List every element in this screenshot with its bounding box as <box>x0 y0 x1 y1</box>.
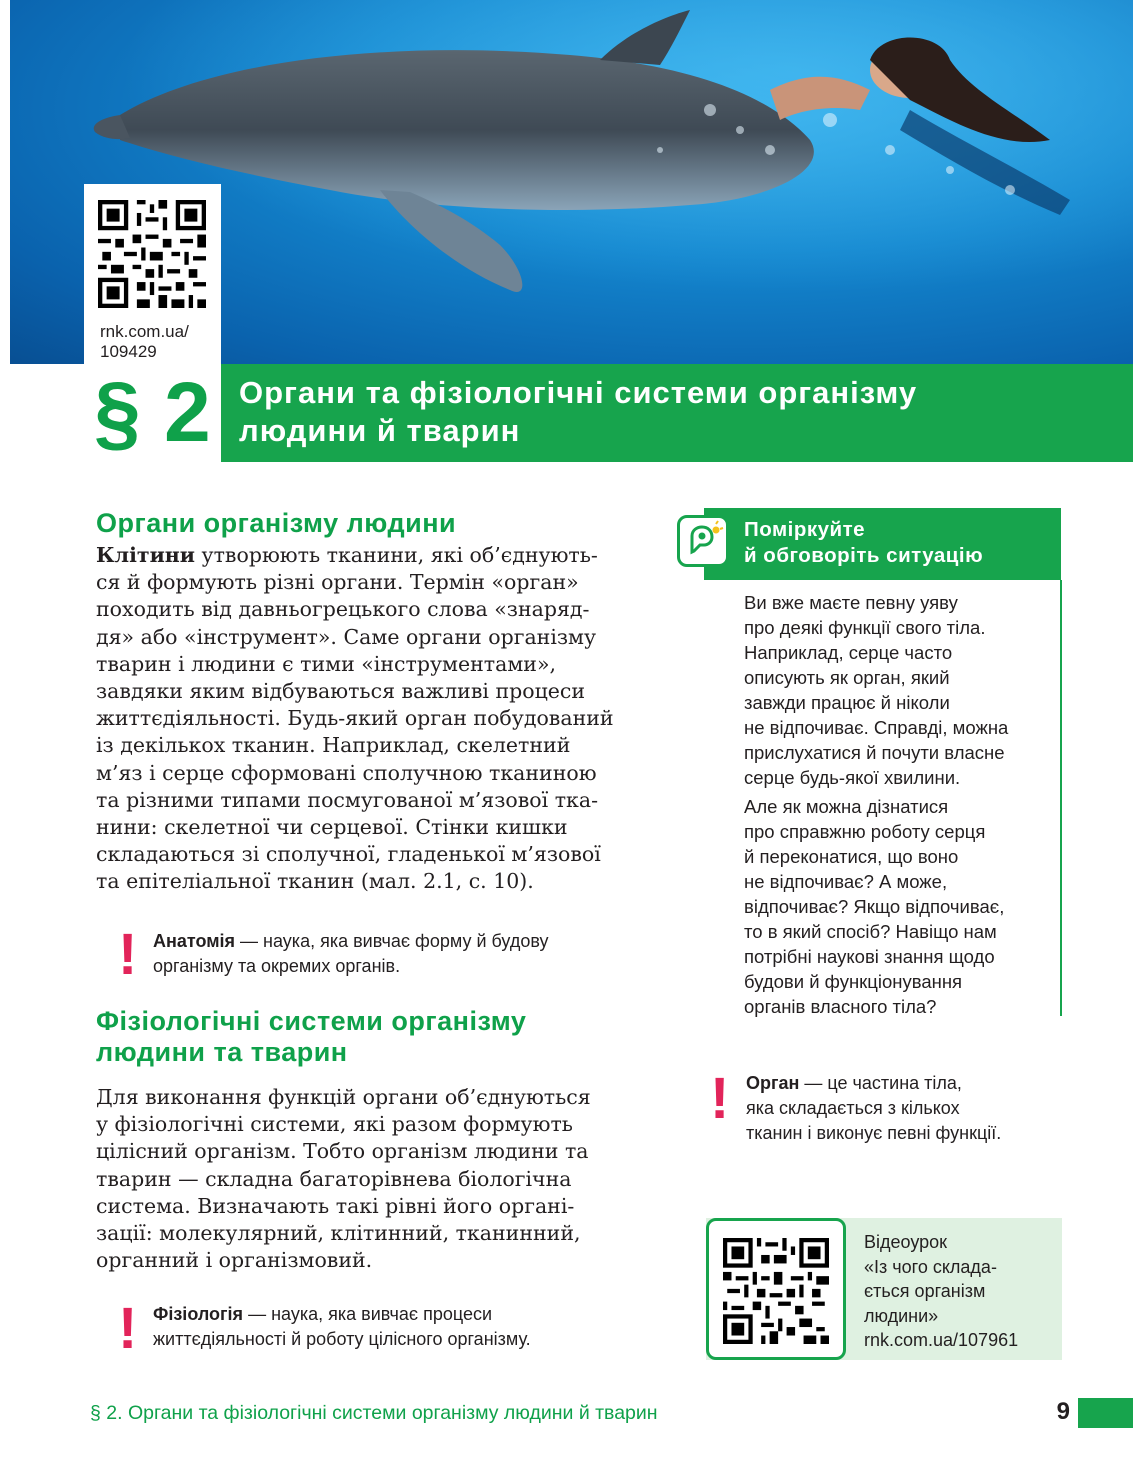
definition-anatomy: Анатомія — наука, яка вивчає форму й будову організму та окремих органів. <box>153 931 549 976</box>
exclamation-icon: ! <box>118 1296 138 1361</box>
heading-physiological-systems: Фізіологічні системи організму людини та тварин <box>96 1006 527 1067</box>
discussion-box-border <box>1060 580 1062 1016</box>
section-title-bar <box>221 364 1133 462</box>
running-footer: § 2. Органи та фізіологічні системи організму людини й тварин <box>90 1402 658 1424</box>
page-number: 9 <box>1056 1398 1070 1425</box>
exclamation-icon: ! <box>710 1066 730 1131</box>
body-paragraph-systems: Для виконання функцій органи об’єднуються у фізіологічні системи, які разом формують цілісний організм. Тобто організм людини та тварин — складна багаторівнева біологічна система. Визначають такі рівні його органі- зації: молекулярний, клітинний, тканинний, органний і організмовий. <box>96 1085 591 1273</box>
definition-physiology: Фізіологія — наука, яка вивчає процеси життєдіяльності й роботу цілісного організму. <box>153 1304 531 1349</box>
qr-panel <box>84 184 221 366</box>
section-title: Органи та фізіологічні системи організму людини й тварин <box>239 375 918 448</box>
video-link[interactable]: rnk.com.ua/107961 <box>864 1330 1019 1350</box>
discussion-box-title: Поміркуйте й обговоріть ситуацію <box>744 518 984 567</box>
page-tab <box>1078 1398 1133 1428</box>
discussion-icon <box>677 515 729 567</box>
body-paragraph-organs: Клітини утворюють тканини, які об’єднують- ся й формують різні органи. Термін «орган» походить від давньогрецького слова «знаряд- дя» або «інструмент». Саме органи організму тварин і людини є тими «інструментами», завдяки яким відбуваються важливі процеси життєдіяльності. Будь-який орган побудований із декількох тканин. Наприклад, скелетний м’яз і серце сформовані сполучною тканиною та різними типами посмугованої м’язової тка- нини: скелетної чи серцевої. Стінки кишки складаються зі сполучної, гладенької м’язової та епітеліальної тканин (мал. 2.1, с. 10). <box>96 543 614 894</box>
discussion-text-2: Але як можна дізнатися про справжню роботу серця й переконатися, що воно не відпочиває? А може, відпочиває? Якщо відпочиває, то в який спосіб? Навіщо нам потрібні наукові знання щодо будови й функціонування органів власного тіла? <box>744 796 1005 1017</box>
heading-organs: Органи організму людини <box>96 508 457 538</box>
video-qr-code-icon[interactable] <box>723 1238 829 1344</box>
qr-url-text[interactable]: rnk.com.ua/ 109429 <box>100 322 189 361</box>
discussion-text-1: Ви вже маєте певну уяву про деякі функції свого тіла. Наприклад, серце часто описують як орган, який завжди працює й ніколи не відпочиває. Справді, можна прислухатися й почути власне серце будь-якої хвилини. <box>744 592 1009 788</box>
discussion-box-header <box>704 508 1061 580</box>
section-number: § 2 <box>94 365 211 459</box>
exclamation-icon: ! <box>118 922 138 987</box>
qr-code-icon[interactable] <box>98 200 206 308</box>
definition-organ: Орган — це частина тіла, яка складається з кількох тканин і виконує певні функції. <box>746 1073 1002 1143</box>
video-lesson-text: Відеоурок «Із чого склада- ється організм людини» rnk.com.ua/107961 <box>864 1230 1054 1353</box>
video-qr-frame[interactable] <box>706 1218 846 1360</box>
